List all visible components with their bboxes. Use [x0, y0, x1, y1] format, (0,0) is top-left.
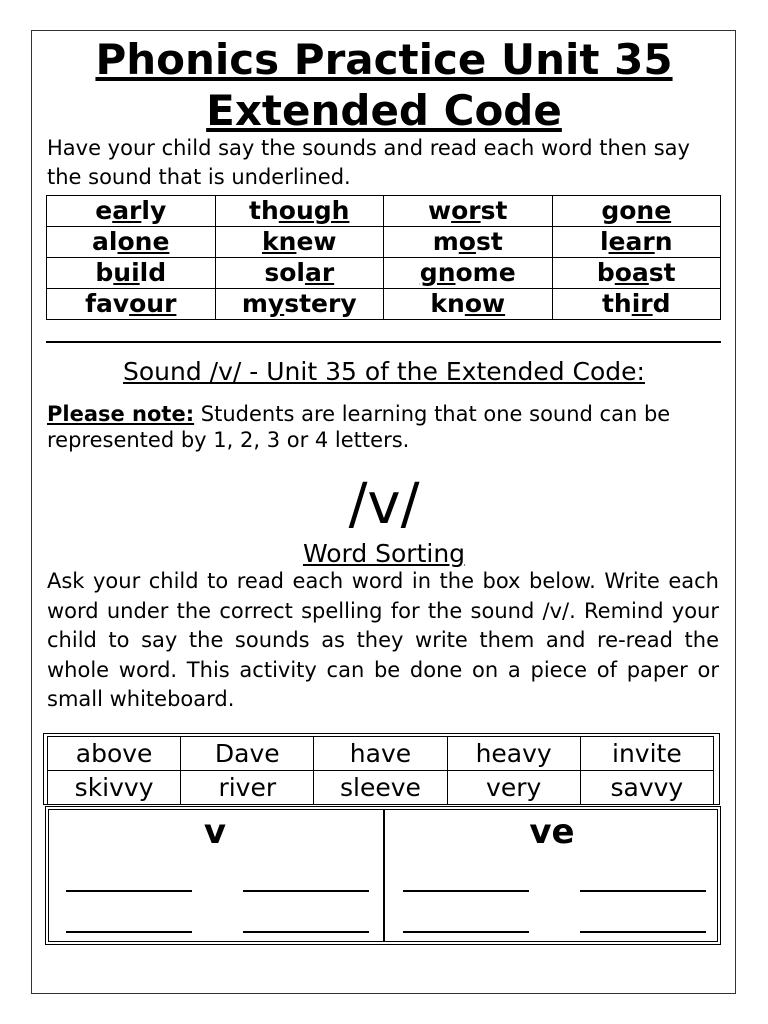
word-part: stery: [284, 289, 357, 318]
sort-word: Dave: [181, 737, 314, 771]
answer-column-divider: [383, 809, 385, 942]
phonics-word: [215, 196, 384, 227]
underlined-sound: our: [129, 289, 177, 318]
answer-blank-line[interactable]: [403, 890, 529, 892]
sort-word: very: [447, 771, 580, 805]
phonics-word: [47, 227, 216, 258]
word-sorting-heading: Word Sorting: [302, 539, 466, 568]
word-sorting-instructions: Ask your child to read each word in the box below. Write each word under the correct spelling for the sound /v/. Remind your child to say the sounds as they write them and re-read the whole word. This activity can be done on a piece of paper or small whiteboard.: [47, 569, 719, 711]
word-box-row: [48, 737, 714, 771]
phonics-word: [47, 196, 216, 227]
underlined-sound: kn: [262, 227, 297, 256]
sound-heading: Sound /v/ - Unit 35 of the Extended Code:: [123, 357, 645, 386]
word-part: m: [432, 227, 459, 256]
underlined-sound: ar: [112, 196, 142, 225]
word-grid-row: [47, 196, 721, 227]
phonics-word-grid: [46, 195, 721, 320]
answer-blank-line[interactable]: [580, 890, 706, 892]
intro-instructions: Have your child say the sounds and read each word then say the sound that is underlined.: [47, 136, 690, 189]
word-part: kn: [430, 289, 465, 318]
underlined-sound: or: [451, 196, 481, 225]
word-part: ew: [296, 227, 337, 256]
answer-blank-line[interactable]: [66, 890, 192, 892]
phonics-word: [552, 258, 721, 289]
word-grid-row: [47, 258, 721, 289]
phonics-word: [552, 289, 721, 320]
sort-word: above: [48, 737, 181, 771]
sort-word: skivvy: [48, 771, 181, 805]
word-grid-row: [47, 289, 721, 320]
word-part: st: [480, 196, 508, 225]
phonics-word: [552, 196, 721, 227]
word-part: th: [249, 196, 279, 225]
word-part: b: [95, 258, 114, 287]
underlined-sound: y: [267, 289, 285, 318]
word-part: ld: [139, 258, 167, 287]
word-part: go: [601, 196, 637, 225]
page-subtitle: Extended Code: [206, 86, 562, 135]
underlined-sound: gn: [419, 258, 456, 287]
sound-symbol: /v/: [348, 472, 420, 537]
phonics-word: [47, 258, 216, 289]
sort-word: river: [181, 771, 314, 805]
sort-word: have: [314, 737, 447, 771]
sort-word: heavy: [447, 737, 580, 771]
underlined-sound: o: [458, 227, 476, 256]
word-part: st: [475, 227, 503, 256]
word-part: n: [654, 227, 673, 256]
sort-word: savvy: [580, 771, 713, 805]
word-box: [47, 736, 714, 805]
answer-blank-line[interactable]: [66, 931, 192, 933]
page-title: Phonics Practice Unit 35: [95, 35, 673, 84]
phonics-word: [215, 289, 384, 320]
underlined-sound: ough: [278, 196, 350, 225]
phonics-word: [215, 258, 384, 289]
please-note: [47, 401, 719, 453]
underlined-sound: one: [117, 227, 170, 256]
note-label: Please note:: [47, 402, 195, 426]
answer-column-v: v: [203, 812, 227, 852]
word-part: e: [95, 196, 113, 225]
phonics-word: [384, 289, 553, 320]
word-part: b: [596, 258, 615, 287]
underlined-sound: ui: [113, 258, 140, 287]
phonics-word: [384, 227, 553, 258]
word-part: w: [428, 196, 452, 225]
word-part: d: [652, 289, 671, 318]
section-divider: [46, 341, 721, 343]
underlined-sound: ear: [608, 227, 655, 256]
sort-word: sleeve: [314, 771, 447, 805]
phonics-word: [384, 258, 553, 289]
answer-blank-line[interactable]: [403, 931, 529, 933]
word-part: fav: [85, 289, 130, 318]
note-text: Students are learning that one sound can be represented by 1, 2, 3 or 4 letters.: [47, 402, 671, 452]
word-part: m: [241, 289, 268, 318]
word-part: th: [601, 289, 632, 318]
sort-word: invite: [580, 737, 713, 771]
answer-column-ve: ve: [529, 812, 575, 852]
answer-blank-line[interactable]: [243, 890, 369, 892]
phonics-word: [215, 227, 384, 258]
word-part: sol: [264, 258, 305, 287]
word-part: ly: [141, 196, 167, 225]
phonics-word: [47, 289, 216, 320]
word-part: al: [92, 227, 118, 256]
answer-blank-line[interactable]: [580, 931, 706, 933]
underlined-sound: ir: [631, 289, 653, 318]
phonics-word: [552, 227, 721, 258]
word-part: l: [599, 227, 609, 256]
word-grid-row: [47, 227, 721, 258]
word-part: ome: [455, 258, 516, 287]
phonics-word: [384, 196, 553, 227]
word-part: st: [648, 258, 676, 287]
word-box-row: [48, 771, 714, 805]
answer-blank-line[interactable]: [243, 931, 369, 933]
underlined-sound: ar: [304, 258, 335, 287]
underlined-sound: oa: [614, 258, 649, 287]
underlined-sound: ow: [464, 289, 506, 318]
underlined-sound: ne: [636, 196, 672, 225]
